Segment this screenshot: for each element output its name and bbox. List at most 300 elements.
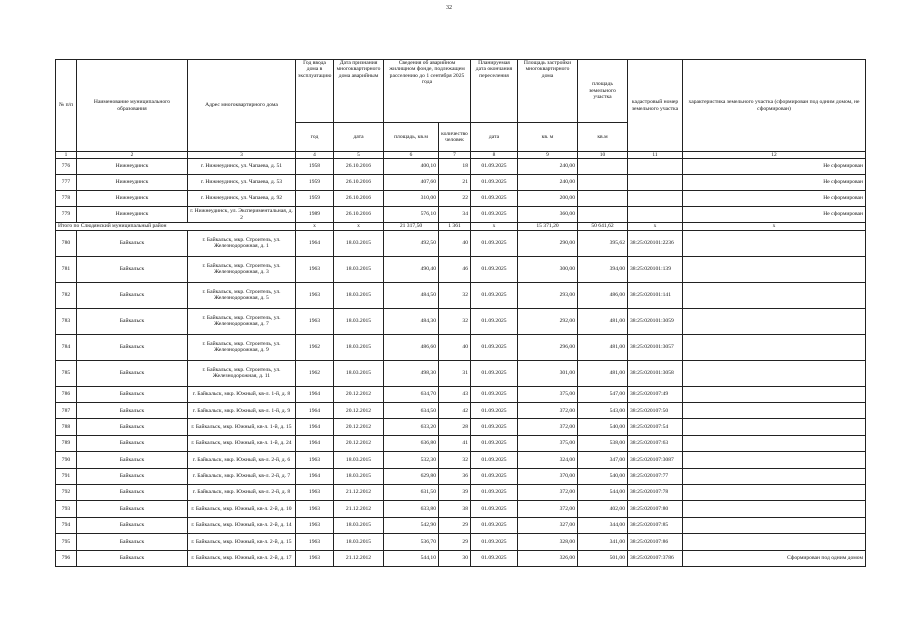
land-area-cell: 341,00 (578, 534, 628, 550)
row-number: 784 (56, 334, 77, 360)
build-area-cell: 372,00 (518, 484, 578, 500)
page-number: 32 (446, 5, 452, 11)
date-cell: 18.03.2015 (334, 360, 384, 386)
year-cell: 1962 (296, 360, 334, 386)
address-cell: г. Байкальск, мкр. Строитель, ул. Железнодорожная, д. 1 (188, 230, 296, 256)
total-char: х (683, 223, 866, 230)
cadastral-cell: 38:25:020107:54 (628, 419, 683, 435)
land-area-cell: 481,00 (578, 360, 628, 386)
total-area: 21 317,50 (384, 223, 439, 230)
total-plan: х (471, 223, 518, 230)
row-number: 779 (56, 207, 77, 223)
land-char-cell (683, 517, 866, 533)
build-area-cell: 324,00 (518, 452, 578, 468)
plan-date-cell: 01.09.2025 (471, 517, 518, 533)
row-number: 795 (56, 534, 77, 550)
people-cell: 32 (439, 308, 471, 334)
year-cell: 1963 (296, 550, 334, 566)
total-label: Итого по Слюдянский муниципальный район (56, 223, 296, 230)
land-area-cell: 501,00 (578, 550, 628, 566)
area-cell: 310,00 (384, 191, 439, 207)
land-char-cell (683, 282, 866, 308)
municipality-cell: Нижнеудинск (77, 207, 188, 223)
land-area-cell: 402,00 (578, 501, 628, 517)
year-cell: 1959 (296, 191, 334, 207)
municipality-cell: Байкальск (77, 282, 188, 308)
col-number: 1 (56, 152, 77, 159)
address-cell: г. Байкальск, мкр. Южный, кв-л. 2-й, д. 6 (188, 452, 296, 468)
land-char-cell (683, 403, 866, 419)
col-number: 4 (296, 152, 334, 159)
header-cadastral: кадастровый номер земельного участка (628, 60, 683, 152)
year-cell: 1963 (296, 308, 334, 334)
municipality-cell: Байкальск (77, 403, 188, 419)
land-char-cell (683, 360, 866, 386)
address-cell: г. Нижнеудинск, ул. Экспериментальная, д. 2 (188, 207, 296, 223)
cadastral-cell: 38:25:020107:86 (628, 534, 683, 550)
address-cell: г. Байкальск, мкр. Строитель, ул. Железнодорожная, д. 11 (188, 360, 296, 386)
build-area-cell: 372,00 (518, 403, 578, 419)
col-number: 3 (188, 152, 296, 159)
area-cell: 636,80 (384, 435, 439, 451)
land-area-cell (578, 191, 628, 207)
build-area-cell: 370,00 (518, 468, 578, 484)
build-area-cell: 360,00 (518, 207, 578, 223)
header-date-emergency: Дата признания многоквартирного дома аварийным (334, 60, 384, 123)
build-area-cell: 327,00 (518, 517, 578, 533)
plan-date-cell: 01.09.2025 (471, 435, 518, 451)
plan-date-cell: 01.09.2025 (471, 403, 518, 419)
address-cell: г. Байкальск, мкр. Южный, кв-л. 2-й, д. 8 (188, 484, 296, 500)
land-area-cell: 544,00 (578, 484, 628, 500)
municipality-cell: Байкальск (77, 256, 188, 282)
people-cell: 29 (439, 517, 471, 533)
people-cell: 21 (439, 175, 471, 191)
land-area-cell: 540,00 (578, 419, 628, 435)
col-number: 12 (683, 152, 866, 159)
date-cell: 26.10.2016 (334, 191, 384, 207)
people-cell: 41 (439, 435, 471, 451)
address-cell: г. Нижнеудинск, ул. Чапаева, д. 51 (188, 159, 296, 175)
people-cell: 18 (439, 159, 471, 175)
land-area-cell: 347,00 (578, 452, 628, 468)
municipality-cell: Нижнеудинск (77, 175, 188, 191)
header-land-char: характеристика земельного участка (сформирован под одним домом, не сформирован) (683, 60, 866, 152)
date-cell: 26.10.2016 (334, 207, 384, 223)
date-cell: 18.03.2015 (334, 517, 384, 533)
land-char-cell: Не сформирован (683, 191, 866, 207)
people-cell: 43 (439, 386, 471, 402)
address-cell: г. Байкальск, мкр. Южный, кв-л. 2-й, д. 7 (188, 468, 296, 484)
land-char-cell: Не сформирован (683, 207, 866, 223)
build-area-cell: 300,00 (518, 256, 578, 282)
plan-date-cell: 01.09.2025 (471, 550, 518, 566)
municipality-cell: Байкальск (77, 360, 188, 386)
column-numbers-row (56, 152, 866, 159)
col-number: 10 (578, 152, 628, 159)
address-cell: г. Байкальск, мкр. Южный, кв-л. 2-й, д. 15 (188, 534, 296, 550)
cadastral-cell: 38:25:020101:139 (628, 256, 683, 282)
people-cell: 32 (439, 452, 471, 468)
table-row (56, 501, 866, 517)
row-number: 785 (56, 360, 77, 386)
build-area-cell: 296,00 (518, 334, 578, 360)
municipality-cell: Нижнеудинск (77, 191, 188, 207)
plan-date-cell: 01.09.2025 (471, 334, 518, 360)
land-char-cell (683, 419, 866, 435)
col-number: 7 (439, 152, 471, 159)
area-cell: 484,30 (384, 308, 439, 334)
date-cell: 18.03.2015 (334, 468, 384, 484)
area-cell: 634,70 (384, 386, 439, 402)
date-cell: 20.12.2012 (334, 386, 384, 402)
table-row (56, 282, 866, 308)
people-cell: 39 (439, 484, 471, 500)
table-row (56, 256, 866, 282)
date-cell: 21.12.2012 (334, 550, 384, 566)
row-number: 796 (56, 550, 77, 566)
col-number: 2 (77, 152, 188, 159)
land-area-cell: 395,62 (578, 230, 628, 256)
cadastral-cell: 38:25:020101:3058 (628, 360, 683, 386)
build-area-cell: 375,00 (518, 435, 578, 451)
land-area-cell: 543,00 (578, 403, 628, 419)
year-cell: 1964 (296, 386, 334, 402)
year-cell: 1963 (296, 534, 334, 550)
date-cell: 26.10.2016 (334, 175, 384, 191)
total-year: х (296, 223, 334, 230)
date-cell: 18.03.2015 (334, 230, 384, 256)
plan-date-cell: 01.09.2025 (471, 419, 518, 435)
table-row (56, 191, 866, 207)
area-cell: 536,70 (384, 534, 439, 550)
plan-date-cell: 01.09.2025 (471, 256, 518, 282)
municipality-cell: Байкальск (77, 386, 188, 402)
total-cad: х (628, 223, 683, 230)
row-number: 776 (56, 159, 77, 175)
year-cell: 1958 (296, 159, 334, 175)
build-area-cell: 240,00 (518, 175, 578, 191)
total-date: х (334, 223, 384, 230)
subheader-date: дата (334, 123, 384, 152)
subheader-people: количество человек (439, 123, 471, 152)
table-row (56, 230, 866, 256)
area-cell: 532,30 (384, 452, 439, 468)
year-cell: 1962 (296, 334, 334, 360)
area-cell: 407,60 (384, 175, 439, 191)
year-cell: 1964 (296, 403, 334, 419)
cadastral-cell (628, 175, 683, 191)
row-number: 790 (56, 452, 77, 468)
header-num: № п/п (56, 60, 77, 152)
plan-date-cell: 01.09.2025 (471, 308, 518, 334)
year-cell: 1964 (296, 419, 334, 435)
header-municipality: Наименование муниципального образования (77, 60, 188, 152)
table-row (56, 550, 866, 566)
land-char-cell (683, 452, 866, 468)
subheader-area: площадь, кв.м (384, 123, 439, 152)
col-number: 8 (471, 152, 518, 159)
build-area-cell: 200,00 (518, 191, 578, 207)
land-area-cell: 394,00 (578, 256, 628, 282)
date-cell: 18.03.2015 (334, 308, 384, 334)
build-area-cell: 375,00 (518, 386, 578, 402)
cadastral-cell: 38:25:020107:80 (628, 501, 683, 517)
col-number: 6 (384, 152, 439, 159)
table-row (56, 534, 866, 550)
cadastral-cell (628, 191, 683, 207)
row-number: 778 (56, 191, 77, 207)
cadastral-cell: 38:25:020101:2236 (628, 230, 683, 256)
people-cell: 38 (439, 501, 471, 517)
plan-date-cell: 01.09.2025 (471, 207, 518, 223)
build-area-cell: 326,00 (518, 550, 578, 566)
land-char-cell (683, 468, 866, 484)
municipality-cell: Байкальск (77, 534, 188, 550)
land-char-cell (683, 484, 866, 500)
cadastral-cell: 38:25:020107:77 (628, 468, 683, 484)
date-cell: 18.03.2015 (334, 256, 384, 282)
cadastral-cell: 38:25:020101:3059 (628, 308, 683, 334)
plan-date-cell: 01.09.2025 (471, 360, 518, 386)
total-build: 15 371,20 (518, 223, 578, 230)
cadastral-cell: 38:25:020107:3087 (628, 452, 683, 468)
address-cell: г. Нижнеудинск, ул. Чапаева, д. 92 (188, 191, 296, 207)
year-cell: 1964 (296, 435, 334, 451)
address-cell: г. Байкальск, мкр. Строитель, ул. Железнодорожная, д. 3 (188, 256, 296, 282)
area-cell: 633,20 (384, 419, 439, 435)
plan-date-cell: 01.09.2025 (471, 175, 518, 191)
row-number: 782 (56, 282, 77, 308)
address-cell: г. Байкальск, мкр. Строитель, ул. Железнодорожная, д. 9 (188, 334, 296, 360)
date-cell: 18.03.2015 (334, 534, 384, 550)
people-cell: 40 (439, 230, 471, 256)
table-row (56, 386, 866, 402)
date-cell: 21.12.2012 (334, 484, 384, 500)
people-cell: 40 (439, 334, 471, 360)
table-row (56, 175, 866, 191)
total-people: 1 361 (439, 223, 471, 230)
people-cell: 28 (439, 419, 471, 435)
land-char-cell (683, 501, 866, 517)
cadastral-cell: 38:25:020101:141 (628, 282, 683, 308)
people-cell: 42 (439, 403, 471, 419)
land-char-cell: Не сформирован (683, 159, 866, 175)
address-cell: г. Байкальск, мкр. Южный, кв-л. 2-й, д. 10 (188, 501, 296, 517)
people-cell: 31 (439, 360, 471, 386)
municipality-cell: Байкальск (77, 230, 188, 256)
land-area-cell: 547,00 (578, 386, 628, 402)
total-land: 50 641,62 (578, 223, 628, 230)
subheader-land-unit: кв.м (578, 123, 628, 152)
municipality-cell: Байкальск (77, 517, 188, 533)
build-area-cell: 372,00 (518, 501, 578, 517)
date-cell: 18.03.2015 (334, 282, 384, 308)
municipality-cell: Байкальск (77, 550, 188, 566)
cadastral-cell (628, 159, 683, 175)
table-row (56, 484, 866, 500)
build-area-cell: 293,00 (518, 282, 578, 308)
row-number: 787 (56, 403, 77, 419)
year-cell: 1963 (296, 452, 334, 468)
header-year: Год ввода дома в эксплуатацию (296, 60, 334, 123)
subheader-build-unit: кв. м (518, 123, 578, 152)
row-number: 781 (56, 256, 77, 282)
table-row (56, 419, 866, 435)
land-area-cell (578, 207, 628, 223)
year-cell: 1963 (296, 282, 334, 308)
land-area-cell: 344,00 (578, 517, 628, 533)
cadastral-cell: 38:25:020107:78 (628, 484, 683, 500)
row-number: 792 (56, 484, 77, 500)
plan-date-cell: 01.09.2025 (471, 230, 518, 256)
header-planned-date: Планируемая дата окончания переселения (471, 60, 518, 123)
people-cell: 36 (439, 468, 471, 484)
year-cell: 1959 (296, 175, 334, 191)
municipality-cell: Байкальск (77, 501, 188, 517)
row-number: 780 (56, 230, 77, 256)
table-row (56, 468, 866, 484)
col-number: 9 (518, 152, 578, 159)
col-number: 5 (334, 152, 384, 159)
land-area-cell (578, 175, 628, 191)
address-cell: г. Байкальск, мкр. Южный, кв-л. 2-й, д. 17 (188, 550, 296, 566)
municipality-cell: Нижнеудинск (77, 159, 188, 175)
area-cell: 633,80 (384, 501, 439, 517)
area-cell: 498,30 (384, 360, 439, 386)
year-cell: 1964 (296, 230, 334, 256)
people-cell: 32 (439, 282, 471, 308)
year-cell: 1964 (296, 468, 334, 484)
table-row (56, 334, 866, 360)
header-land-area: площадь земельного участка (578, 60, 628, 123)
plan-date-cell: 01.09.2025 (471, 534, 518, 550)
area-cell: 486,60 (384, 334, 439, 360)
row-number: 789 (56, 435, 77, 451)
municipality-cell: Байкальск (77, 419, 188, 435)
year-cell: 1989 (296, 207, 334, 223)
people-cell: 30 (439, 550, 471, 566)
municipality-cell: Байкальск (77, 435, 188, 451)
year-cell: 1963 (296, 501, 334, 517)
area-cell: 400,10 (384, 159, 439, 175)
area-cell: 484,50 (384, 282, 439, 308)
table-row (56, 517, 866, 533)
area-cell: 490,40 (384, 256, 439, 282)
row-number: 794 (56, 517, 77, 533)
area-cell: 629,80 (384, 468, 439, 484)
row-number: 788 (56, 419, 77, 435)
col-number: 11 (628, 152, 683, 159)
land-char-cell (683, 386, 866, 402)
land-char-cell (683, 435, 866, 451)
cadastral-cell: 38:25:020107:3786 (628, 550, 683, 566)
land-char-cell (683, 534, 866, 550)
date-cell: 18.03.2015 (334, 334, 384, 360)
plan-date-cell: 01.09.2025 (471, 468, 518, 484)
address-cell: г. Нижнеудинск, ул. Чапаева, д. 53 (188, 175, 296, 191)
people-cell: 46 (439, 256, 471, 282)
municipality-cell: Байкальск (77, 334, 188, 360)
resettlement-table (55, 59, 866, 567)
build-area-cell: 372,00 (518, 419, 578, 435)
land-char-cell: Сформирован под одним домом (683, 550, 866, 566)
cadastral-cell (628, 207, 683, 223)
row-number: 786 (56, 386, 77, 402)
address-cell: г. Байкальск, мкр. Южный, кв-л. 1-й, д. 9 (188, 403, 296, 419)
date-cell: 26.10.2016 (334, 159, 384, 175)
date-cell: 20.12.2012 (334, 435, 384, 451)
address-cell: г. Байкальск, мкр. Южный, кв-л. 1-й, д. 8 (188, 386, 296, 402)
build-area-cell: 292,00 (518, 308, 578, 334)
address-cell: г. Байкальск, мкр. Строитель, ул. Железнодорожная, д. 5 (188, 282, 296, 308)
table-row (56, 308, 866, 334)
header-build-area: Площадь застройки многоквартирного дома (518, 60, 578, 123)
cadastral-cell: 38:25:020101:3057 (628, 334, 683, 360)
land-area-cell (578, 159, 628, 175)
year-cell: 1963 (296, 517, 334, 533)
subheader-year: год (296, 123, 334, 152)
cadastral-cell: 38:25:020107:85 (628, 517, 683, 533)
land-char-cell (683, 308, 866, 334)
header-address: Адрес многоквартирного дома (188, 60, 296, 152)
header-info-group: Сведения об аварийном жилищном фонде, подлежащем расселению до 1 сентября 2025 года (384, 60, 471, 123)
table-row (56, 435, 866, 451)
address-cell: г. Байкальск, мкр. Строитель, ул. Железнодорожная, д. 7 (188, 308, 296, 334)
land-char-cell (683, 256, 866, 282)
land-char-cell: Не сформирован (683, 175, 866, 191)
year-cell: 1963 (296, 256, 334, 282)
row-number: 793 (56, 501, 77, 517)
area-cell: 634,50 (384, 403, 439, 419)
area-cell: 576,10 (384, 207, 439, 223)
cadastral-cell: 38:25:020107:63 (628, 435, 683, 451)
row-number: 777 (56, 175, 77, 191)
table-row (56, 159, 866, 175)
land-area-cell: 538,00 (578, 435, 628, 451)
municipality-cell: Байкальск (77, 468, 188, 484)
row-number: 783 (56, 308, 77, 334)
build-area-cell: 240,00 (518, 159, 578, 175)
land-char-cell (683, 230, 866, 256)
address-cell: г. Байкальск, мкр. Южный, кв-л. 1-й, д. 24 (188, 435, 296, 451)
address-cell: г. Байкальск, мкр. Южный, кв-л. 2-й, д. 14 (188, 517, 296, 533)
land-char-cell (683, 334, 866, 360)
plan-date-cell: 01.09.2025 (471, 282, 518, 308)
municipality-cell: Байкальск (77, 452, 188, 468)
total-row (56, 223, 866, 230)
municipality-cell: Байкальск (77, 484, 188, 500)
plan-date-cell: 01.09.2025 (471, 484, 518, 500)
land-area-cell: 540,00 (578, 468, 628, 484)
date-cell: 18.03.2015 (334, 452, 384, 468)
build-area-cell: 301,00 (518, 360, 578, 386)
table-row (56, 207, 866, 223)
plan-date-cell: 01.09.2025 (471, 159, 518, 175)
cadastral-cell: 38:25:020107:50 (628, 403, 683, 419)
people-cell: 22 (439, 191, 471, 207)
land-area-cell: 481,00 (578, 334, 628, 360)
build-area-cell: 328,00 (518, 534, 578, 550)
people-cell: 34 (439, 207, 471, 223)
address-cell: г. Байкальск, мкр. Южный, кв-л. 1-й, д. 15 (188, 419, 296, 435)
subheader-plan-date: дата (471, 123, 518, 152)
table-row (56, 403, 866, 419)
land-area-cell: 486,00 (578, 282, 628, 308)
date-cell: 20.12.2012 (334, 403, 384, 419)
build-area-cell: 290,00 (518, 230, 578, 256)
plan-date-cell: 01.09.2025 (471, 501, 518, 517)
